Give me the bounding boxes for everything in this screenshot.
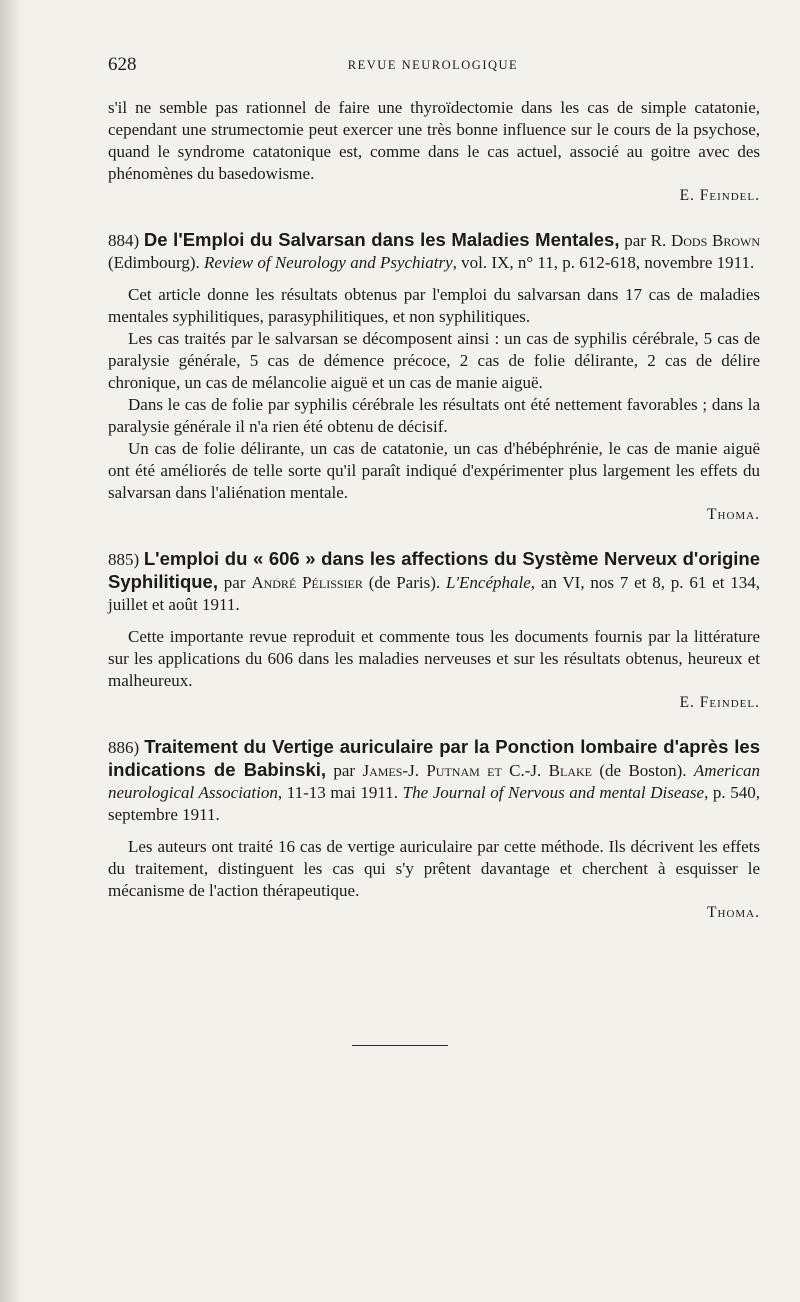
article-886 [108, 736, 760, 924]
article-author: André Pélissier [251, 573, 363, 592]
running-title: REVUE NEUROLOGIQUE [347, 58, 519, 72]
article-place: (de Paris). [362, 573, 446, 592]
article-by: par [326, 761, 363, 780]
article-paragraph: Les cas traités par le salvarsan se décomposent ainsi : un cas de syphilis cérébrale, 5 cas de paralysie générale, 5 cas de démence précoce, 2 cas de folie délirante, 2 cas de délire chronique, un cas de mélancolie aiguë et un cas de manie aiguë. [108, 329, 760, 392]
article-journal: L'Encéphale [445, 573, 531, 592]
article-number: 885) [108, 550, 140, 569]
page-header [108, 54, 758, 84]
page-content [108, 97, 760, 924]
article-number: 886) [108, 738, 140, 757]
page-number: 628 [108, 54, 137, 75]
article-paragraph: Cet article donne les résultats obtenus par l'emploi du salvarsan dans 17 cas de maladies mentales syphilitiques, parasyphilitiques, et non syphilitiques. [108, 285, 760, 326]
article-details: , an VI, nos 7 et 8, p. 61 et 134, juillet et août 1911. [108, 573, 760, 614]
article-details: , vol. IX, n° 11, p. 612-618, novembre 1911. [452, 253, 755, 272]
article-paragraph: Les auteurs ont traité 16 cas de vertige auriculaire par cette méthode. Ils décrivent les effets du traitement, distinguent les cas qui s'y prêtent davantage et cherchent à esquisser le mécanisme de l'action thérapeutique. [108, 837, 760, 900]
article-number: 884) [108, 231, 140, 250]
article-journal-secondary: The Journal of Nervous and mental Disease [402, 783, 705, 802]
article-885 [108, 548, 760, 714]
article-paragraph: Un cas de folie délirante, un cas de catatonie, un cas d'hébéphrénie, le cas de manie aiguë ont été améliorés de telle sorte qu'il paraît indiqué d'expérimenter plus largement les effets du salvarsan dans l'aliénation mentale. [108, 439, 760, 502]
article-by: par R. [624, 231, 671, 250]
page-gutter-shadow [0, 0, 22, 1302]
article-title: De l'Emploi du Salvarsan dans les Maladies Mentales, [143, 229, 620, 250]
article-journal: American neurological Association [108, 761, 761, 802]
intro-paragraph: s'il ne semble pas rationnel de faire une thyroïdectomie dans les cas de simple catatonie, cependant une strumectomie peut exercer une très bonne influence sur le cours de la psychose, quand le syndrome catatonique est, comme dans le cas actuel, associé au goitre avec des phénomènes du basedowisme. [108, 98, 760, 183]
article-title: Traitement du Vertige auriculaire par la Ponction lombaire d'après les indications de Babinski, [108, 736, 760, 780]
article-details-secondary: , p. 540, septembre 1911. [108, 783, 760, 824]
article-author: Dods Brown [670, 231, 760, 250]
article-signature: E. Feindel. [679, 694, 760, 711]
article-place: (de Boston). [592, 761, 694, 780]
article-details: , 11-13 mai 1911. [277, 783, 403, 802]
article-place: (Edimbourg). [108, 253, 205, 272]
article-author: James-J. Putnam et C.-J. Blake [362, 761, 592, 780]
article-signature: Thoma. [707, 506, 760, 523]
article-by: par [217, 573, 252, 592]
article-884 [108, 229, 760, 526]
article-heading [108, 736, 760, 826]
article-heading [108, 229, 760, 274]
article-paragraph: Cette importante revue reproduit et commente tous les documents fournis par la littérature sur les applications du 606 dans les maladies nerveuses et sur les résultats obtenus, heureux et malheureux. [108, 627, 760, 690]
article-title: L'emploi du « 606 » dans les affections du Système Nerveux d'origine Syphilitique, [108, 548, 760, 592]
article-heading [108, 548, 760, 616]
article-journal: Review of Neurology and Psychiatry [204, 253, 453, 272]
section-end-rule [352, 1045, 448, 1046]
article-signature: Thoma. [707, 904, 760, 921]
article-paragraph: Dans le cas de folie par syphilis cérébrale les résultats ont été nettement favorables ; dans la paralysie générale il n'a rien été obtenu de décisif. [108, 395, 760, 436]
intro-signature: E. Feindel. [679, 187, 760, 204]
